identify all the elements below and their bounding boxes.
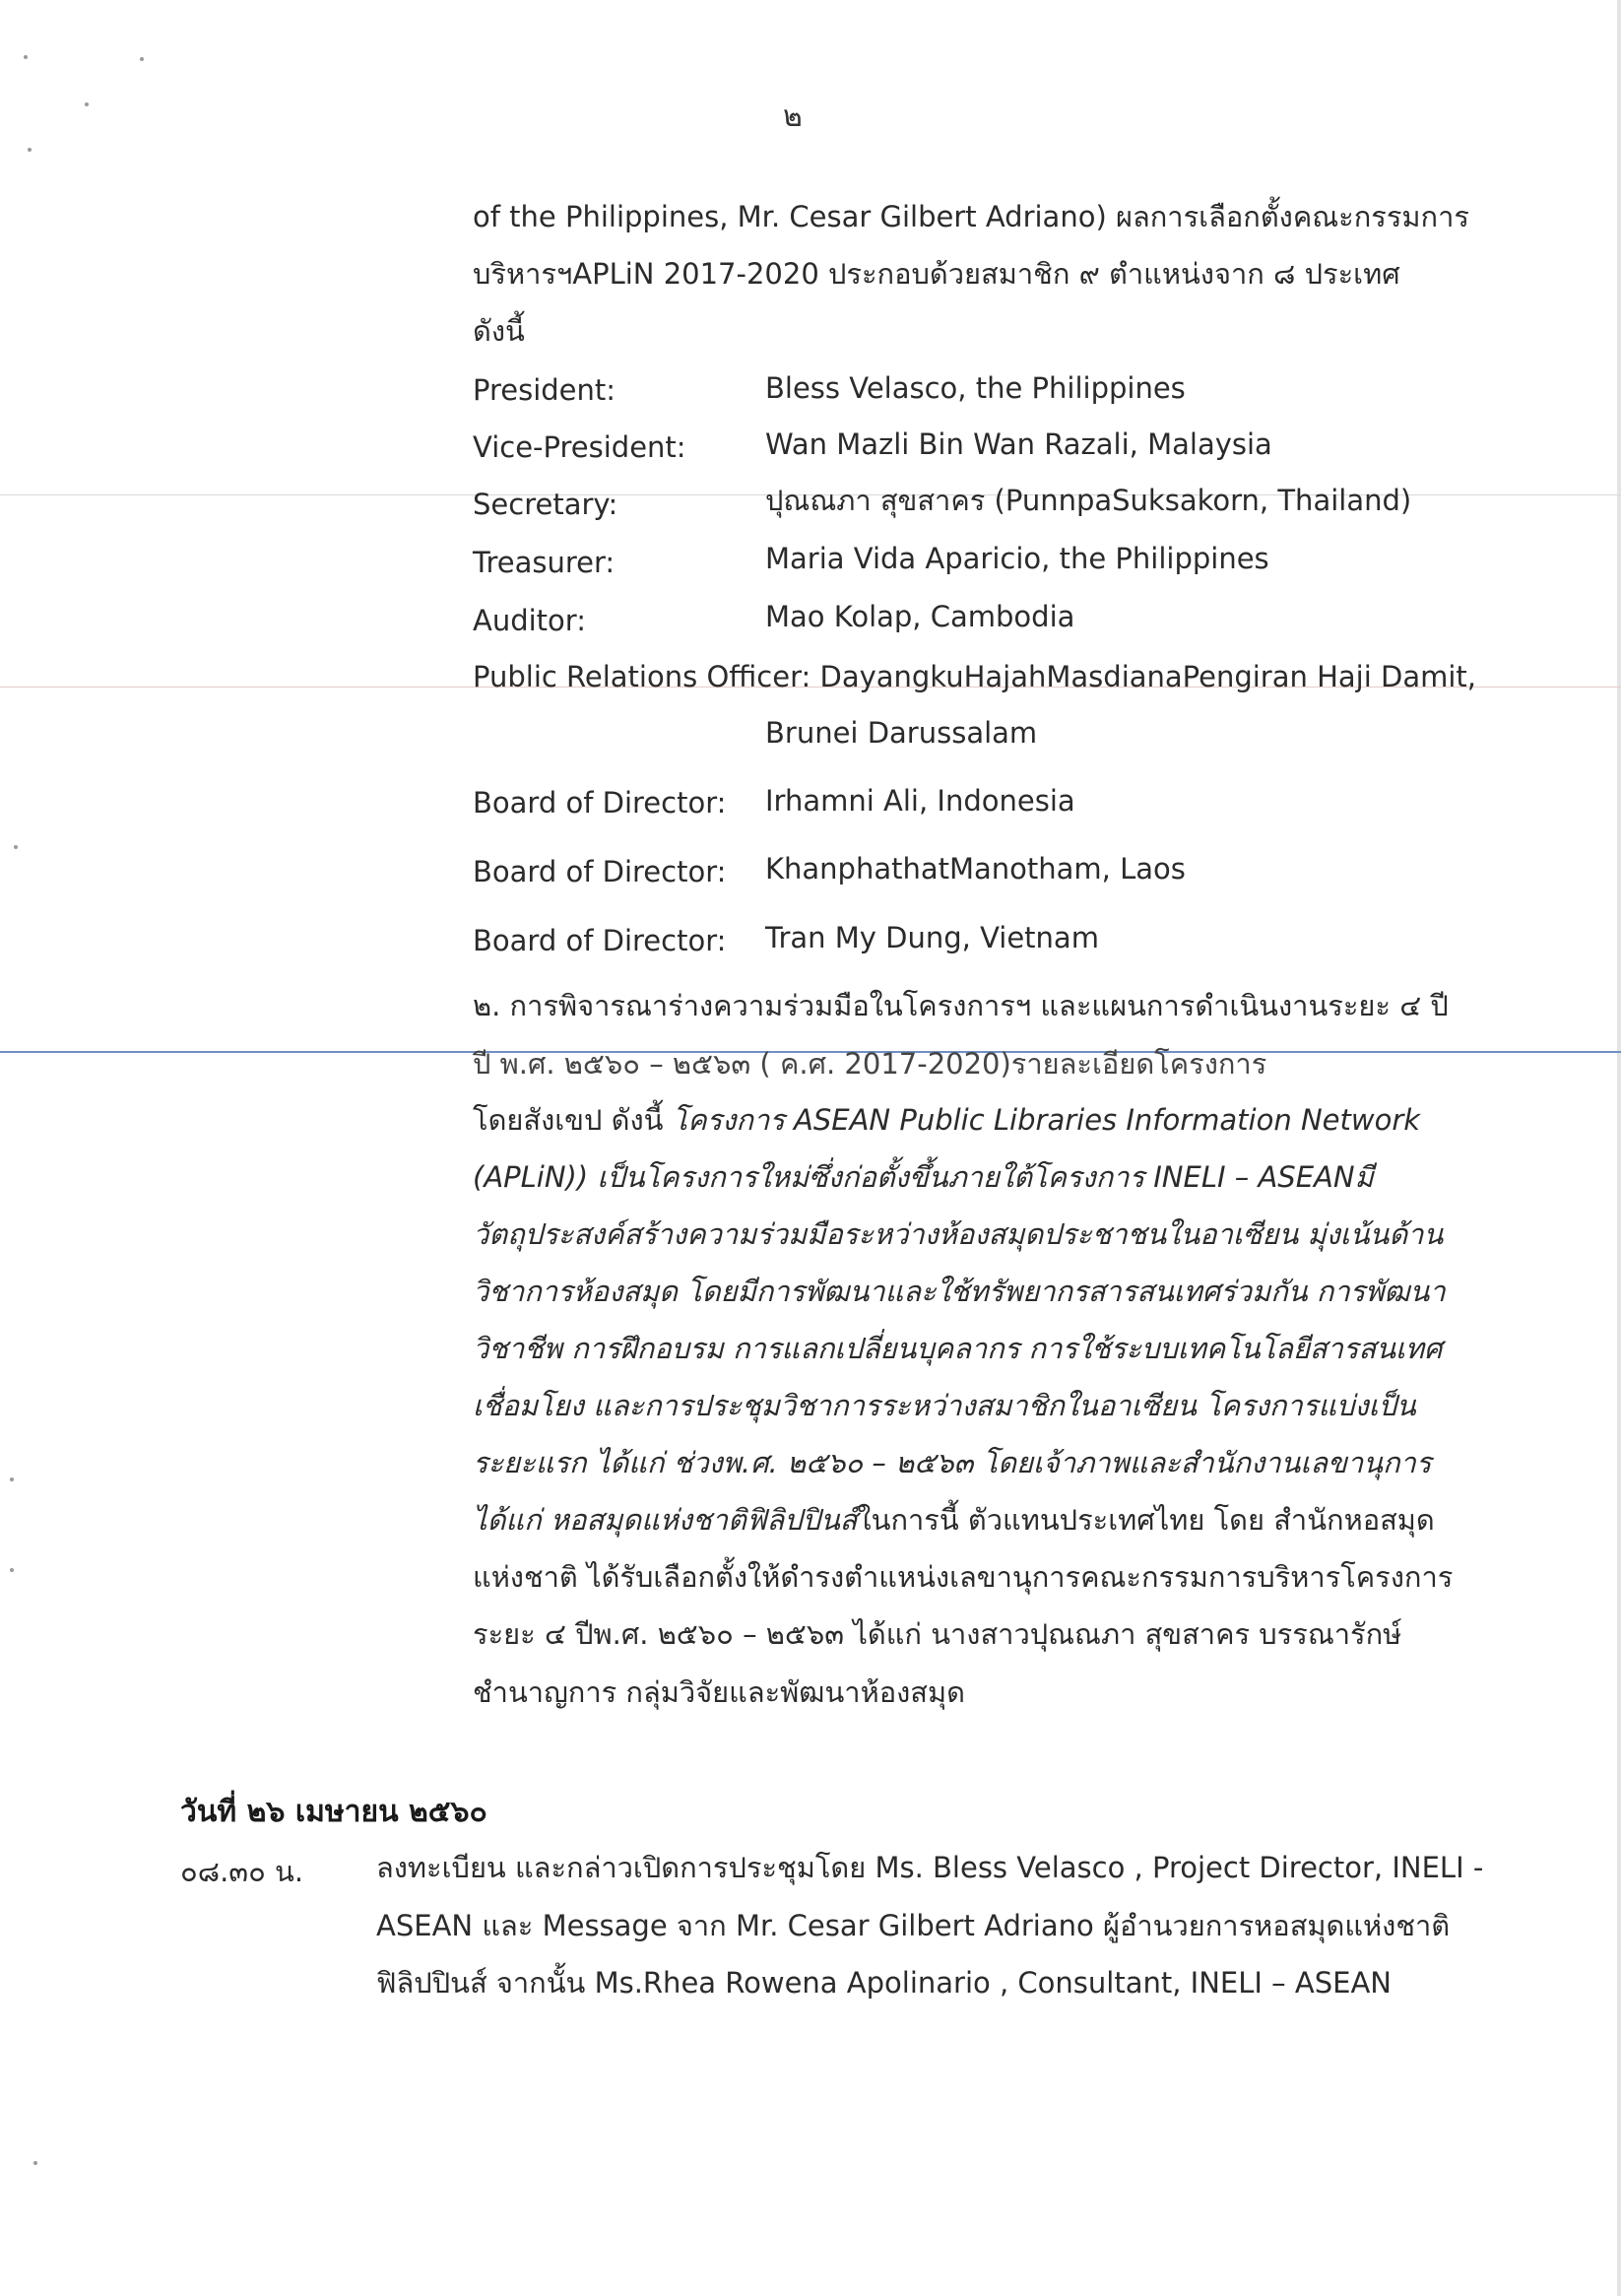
scan-speck (24, 55, 28, 59)
section2-line-10-normal: ในการนี้ ตัวแทนประเทศไทย โดย สำนักหอสมุด (857, 1503, 1435, 1537)
intro-line-2: บริหารฯAPLiN 2017-2020 ประกอบด้วยสมาชิก ๙ ตำแหน่งจาก ๘ ประเทศ (473, 257, 1400, 291)
section2-line-4: (APLiN)) เป็นโครงการใหม่ซึ่งก่อตั้งขึ้นภายใต้โครงการ INELI – ASEANมี (473, 1160, 1374, 1194)
scan-speck (14, 845, 18, 849)
section2-line-7: วิชาชีพ การฝึกอบรม การแลกเปลี่ยนบุคลากร การใช้ระบบเทคโนโลยีสารสนเทศ (473, 1332, 1443, 1365)
section2-line-10-italic: ได้แก่ หอสมุดแห่งชาติฟิลิปปินส์ (473, 1503, 858, 1537)
scan-speck (28, 148, 32, 152)
day-heading: วันที่ ๒๖ เมษายน ๒๕๖๐ (180, 1795, 487, 1829)
officer-role: Auditor: (473, 604, 586, 637)
scan-edge (1617, 0, 1621, 2296)
director-role: Board of Director: (473, 855, 727, 888)
section2-line-8: เชื่อมโยง และการประชุมวิชาการระหว่างสมาชิกในอาเซียน โครงการแบ่งเป็น (473, 1389, 1416, 1422)
section2-line-2: ปี พ.ศ. ๒๕๖๐ – ๒๕๖๓ ( ค.ศ. 2017-2020)รายละเอียดโครงการ (473, 1047, 1267, 1081)
section2-line-9: ระยะแรก ได้แก่ ช่วงพ.ศ. ๒๕๖๐ – ๒๕๖๓ โดยเจ้าภาพและสำนักงานเลขานุการ (473, 1446, 1432, 1479)
director-name: Irhamni Ali, Indonesia (765, 784, 1075, 818)
pro-line-2: Brunei Darussalam (765, 716, 1038, 750)
section2-line-6: วิชาการห้องสมุด โดยมีการพัฒนาและใช้ทรัพยากรสารสนเทศร่วมกัน การพัฒนา (473, 1275, 1446, 1308)
officer-name: ปุณณภา สุขสาคร (PunnpaSuksakorn, Thailand) (765, 484, 1412, 517)
section2-line-3-italic: โครงการ ASEAN Public Libraries Information Network (672, 1103, 1421, 1137)
section2-line-3 (473, 1100, 1420, 1140)
scan-speck (140, 57, 144, 61)
section2-line-5: วัตถุประสงค์สร้างความร่วมมือระหว่างห้องสมุดประชาชนในอาเซียน มุ่งเน้นด้าน (473, 1217, 1444, 1251)
director-role: Board of Director: (473, 924, 727, 957)
section2-line-1: ๒. การพิจารณาร่างความร่วมมือในโครงการฯ และแผนการดำเนินงานระยะ ๔ ปี (473, 989, 1449, 1022)
section2-line-13: ชำนาญการ กลุ่มวิจัยและพัฒนาห้องสมุด (473, 1675, 965, 1709)
intro-line-1: of the Philippines, Mr. Cesar Gilbert Adriano) ผลการเลือกตั้งคณะกรรมการ (473, 200, 1469, 233)
scan-speck (85, 102, 89, 106)
schedule-line-2: ASEAN และ Message จาก Mr. Cesar Gilbert Adriano ผู้อำนวยการหอสมุดแห่งชาติ (376, 1909, 1451, 1942)
schedule-line-1: ลงทะเบียน และกล่าวเปิดการประชุมโดย Ms. Bless Velasco , Project Director, INELI - (376, 1851, 1484, 1884)
officer-role: Secretary: (473, 488, 618, 521)
scan-speck (33, 2161, 37, 2165)
director-name: Tran My Dung, Vietnam (765, 921, 1099, 954)
officer-name: Bless Velasco, the Philippines (765, 371, 1186, 405)
officer-role: President: (473, 373, 616, 407)
pro-line-1: Public Relations Officer: DayangkuHajahMasdianaPengiran Haji Damit, (473, 660, 1477, 693)
page-number: ๒ (783, 99, 803, 134)
schedule-line-3: ฟิลิปปินส์ จากนั้น Ms.Rhea Rowena Apolinario , Consultant, INELI – ASEAN (376, 1966, 1392, 2000)
director-name: KhanphathatManotham, Laos (765, 852, 1186, 886)
intro-line-3: ดังนี้ (473, 314, 525, 348)
director-role: Board of Director: (473, 786, 727, 820)
section2-line-10 (473, 1500, 1435, 1540)
schedule-time: ๐๘.๓๐ น. (180, 1855, 304, 1888)
officer-name: Mao Kolap, Cambodia (765, 600, 1075, 633)
section2-line-11: แห่งชาติ ได้รับเลือกตั้งให้ดำรงตำแหน่งเลขานุการคณะกรรมการบริหารโครงการ (473, 1560, 1454, 1594)
officer-role: Vice-President: (473, 430, 686, 464)
officer-name: Maria Vida Aparicio, the Philippines (765, 542, 1269, 575)
scan-speck (10, 1477, 14, 1481)
officer-role: Treasurer: (473, 546, 616, 579)
section2-line-12: ระยะ ๔ ปีพ.ศ. ๒๕๖๐ – ๒๕๖๓ ได้แก่ นางสาวปุณณภา สุขสาคร บรรณารักษ์ (473, 1617, 1402, 1651)
section2-line-3-normal: โดยสังเขป ดังนี้ (473, 1103, 673, 1137)
officer-name: Wan Mazli Bin Wan Razali, Malaysia (765, 427, 1272, 461)
scan-speck (10, 1568, 14, 1572)
